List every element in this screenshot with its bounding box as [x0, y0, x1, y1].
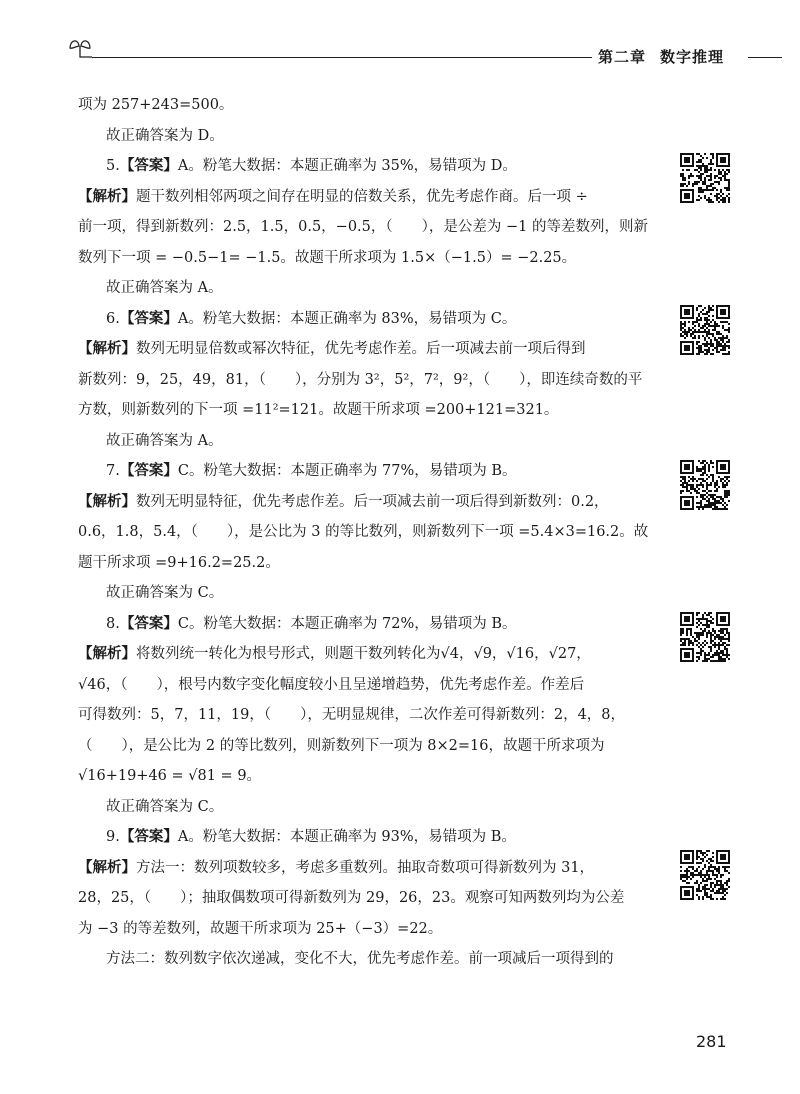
line-text: 故正确答案为 D。: [106, 127, 224, 144]
section-label: 【解析】: [78, 859, 136, 876]
line-text: C。粉笔大数据：本题正确率为 72%，易错项为 B。: [177, 615, 517, 632]
text-line: [78, 792, 658, 823]
line-text: √46，（ ），根号内数字变化幅度较小且呈递增趋势，优先考虑作差。作差后: [78, 676, 585, 693]
text-line: [78, 639, 658, 670]
text-line: [78, 883, 658, 914]
qr-code-icon[interactable]: [680, 612, 730, 662]
chapter-label: 第二章: [598, 48, 647, 66]
header-rule-left: [92, 57, 592, 58]
line-text: 为 −3 的等差数列，故题干所求项为 25+（−3）=22。: [78, 920, 443, 937]
section-label: 【答案】: [119, 158, 178, 174]
text-line: [78, 334, 658, 365]
text-line: [78, 761, 658, 792]
text-line: [78, 365, 658, 396]
text-line: [78, 548, 658, 579]
text-line: [78, 822, 658, 853]
qr-code-icon[interactable]: [680, 460, 730, 510]
line-text: 28，25，（ ）；抽取偶数项可得新数列为 29，26，23。观察可知两数列均为公差: [78, 890, 625, 906]
line-text: 故正确答案为 A。: [106, 432, 223, 449]
text-line: [78, 731, 658, 762]
text-line: [78, 944, 658, 975]
text-line: [78, 517, 658, 548]
text-line: [78, 212, 658, 243]
line-text: 故正确答案为 C。: [106, 798, 224, 815]
text-line: [78, 487, 658, 518]
section-label: 【答案】: [119, 829, 178, 845]
line-text: 前一项，得到新数列：2.5，1.5，0.5，−0.5，（ ），是公差为 −1 的等差数列，则新: [78, 219, 648, 235]
question-number: 5.: [106, 158, 120, 174]
line-text: √16+19+46 = √81 = 9。: [78, 768, 262, 784]
text-line: [78, 395, 658, 426]
leaf-logo-icon: [66, 36, 94, 58]
text-line: [78, 914, 658, 945]
qr-code-icon[interactable]: [680, 850, 730, 900]
section-label: 【答案】: [119, 615, 178, 632]
text-line: [78, 670, 658, 701]
line-text: 可得数列：5，7，11，19，（ ），无明显规律，二次作差可得新数列：2，4，8，: [78, 707, 626, 723]
page-number: 281: [696, 1032, 727, 1051]
text-line: [78, 182, 658, 213]
line-text: 项为 257+243=500。: [78, 97, 234, 113]
line-text: 故正确答案为 A。: [106, 280, 223, 296]
line-text: 0.6，1.8，5.4，（ ），是公比为 3 的等比数列，则新数列下一项 =5.4×3=16.2。故: [78, 524, 649, 540]
line-text: 数列无明显倍数或幂次特征，优先考虑作差。后一项减去前一项后得到: [136, 341, 586, 357]
text-line: [78, 700, 658, 731]
line-text: （ ），是公比为 2 的等比数列，则新数列下一项为 8×2=16，故题干所求项为: [78, 737, 605, 754]
line-text: A。粉笔大数据：本题正确率为 35%，易错项为 D。: [177, 158, 517, 174]
text-line: [78, 90, 658, 121]
section-label: 【解析】: [78, 646, 136, 662]
question-number: 9.: [106, 829, 120, 845]
question-number: 8.: [106, 615, 120, 632]
text-line: [78, 304, 658, 335]
line-text: 数列下一项 = −0.5−1= −1.5。故题干所求项为 1.5×（−1.5）= −2.25。: [78, 249, 577, 266]
qr-code-icon[interactable]: [680, 305, 730, 355]
text-line: [78, 578, 658, 609]
text-line: [78, 151, 658, 182]
line-text: 题干数列相邻两项之间存在明显的倍数关系，优先考虑作商。后一项 ÷: [136, 188, 588, 205]
page-body: [78, 90, 658, 975]
line-text: A。粉笔大数据：本题正确率为 83%，易错项为 C。: [177, 310, 517, 327]
line-text: A。粉笔大数据：本题正确率为 93%，易错项为 B。: [177, 829, 516, 845]
line-text: 方数，则新数列的下一项 =11²=121。故题干所求项 =200+121=321。: [78, 402, 559, 418]
line-text: 方法一：数列项数较多，考虑多重数列。抽取奇数项可得新数列为 31，: [136, 859, 595, 876]
header-rule-right: [748, 57, 782, 58]
text-line: [78, 853, 658, 884]
text-line: [78, 243, 658, 274]
line-text: 数列无明显特征，优先考虑作差。后一项减去前一项后得到新数列：0.2，: [136, 493, 609, 510]
text-line: [78, 121, 658, 152]
text-line: [78, 426, 658, 457]
line-text: C。粉笔大数据：本题正确率为 77%，易错项为 B。: [177, 463, 517, 479]
line-text: 将数列统一转化为根号形式，则题干数列转化为√4，√9，√16，√27，: [136, 646, 591, 662]
text-line: [78, 273, 658, 304]
line-text: 题干所求项 =9+16.2=25.2。: [78, 554, 280, 571]
section-label: 【解析】: [78, 188, 136, 205]
running-header: [598, 46, 724, 67]
line-text: 故正确答案为 C。: [106, 585, 224, 601]
text-line: [78, 456, 658, 487]
line-text: 方法二：数列数字依次递减，变化不大，优先考虑作差。前一项减后一项得到的: [106, 951, 614, 967]
qr-code-icon[interactable]: [680, 153, 730, 203]
section-label: 【答案】: [119, 310, 178, 327]
question-number: 6.: [106, 310, 120, 327]
section-label: 数字推理: [660, 48, 725, 66]
section-label: 【解析】: [78, 493, 136, 510]
line-text: 新数列：9，25，49，81，（ ），分别为 3²，5²，7²，9²，（ ），即连续奇数的平: [78, 371, 643, 388]
section-label: 【答案】: [119, 463, 178, 479]
section-label: 【解析】: [78, 341, 136, 357]
question-number: 7.: [106, 463, 120, 479]
text-line: [78, 609, 658, 640]
